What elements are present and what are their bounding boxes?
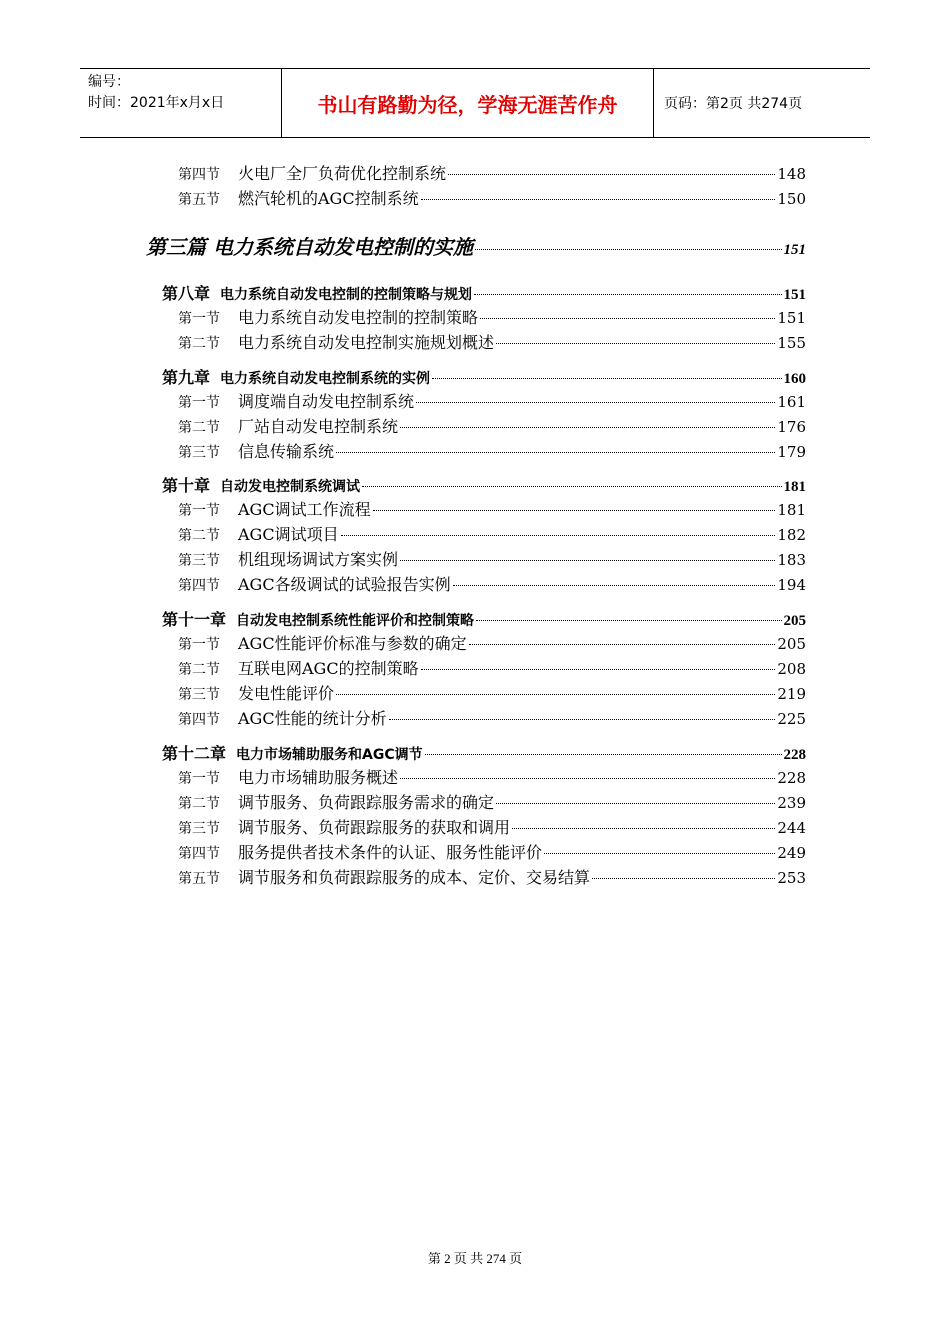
- toc-chapter-row[interactable]: 第十章 自动发电控制系统调试 181: [162, 476, 806, 495]
- page-footer: 第 2 页 共 274 页: [427, 1251, 523, 1266]
- toc-section-row[interactable]: 第二节 厂站自动发电控制系统 176: [178, 417, 806, 436]
- toc-section-row[interactable]: 第二节 调节服务、负荷跟踪服务需求的确定 239: [178, 793, 806, 812]
- toc-section-row[interactable]: 第四节 AGC各级调试的试验报告实例 194: [178, 575, 806, 594]
- toc-section-row[interactable]: 第三节 信息传输系统 179: [178, 442, 806, 461]
- toc-section-row[interactable]: 第一节 电力市场辅助服务概述 228: [178, 768, 806, 787]
- toc-chapter-row[interactable]: 第十二章 电力市场辅助服务和AGC调节 228: [162, 744, 806, 763]
- toc-section-row[interactable]: 第一节 电力系统自动发电控制的控制策略 151: [178, 308, 806, 327]
- header-meta: [80, 69, 282, 137]
- toc-section-row[interactable]: 第三节 发电性能评价 219: [178, 684, 806, 703]
- toc-section-row[interactable]: 第五节 调节服务和负荷跟踪服务的成本、定价、交易结算 253: [178, 868, 806, 887]
- toc-section-row[interactable]: 第二节 电力系统自动发电控制实施规划概述 155: [178, 333, 806, 352]
- toc-part-row[interactable]: 第三篇 电力系统自动发电控制的实施 151: [146, 235, 806, 259]
- toc-section-row[interactable]: 第二节 AGC调试项目 182: [178, 525, 806, 544]
- toc-section-row[interactable]: 第三节 机组现场调试方案实例 183: [178, 550, 806, 569]
- toc-chapter-row[interactable]: 第十一章 自动发电控制系统性能评价和控制策略 205: [162, 610, 806, 629]
- toc-section-row[interactable]: 第四节 AGC性能的统计分析 225: [178, 709, 806, 728]
- page-header: [80, 68, 870, 138]
- header-page-info: 页码：第2页 共274页: [664, 96, 803, 112]
- toc-section-row[interactable]: 第一节 AGC性能评价标准与参数的确定 205: [178, 634, 806, 653]
- header-motto: 书山有路勤为径，学海无涯苦作舟: [282, 69, 654, 137]
- document-date: 时间：2021年x月x日: [88, 95, 225, 111]
- toc-section-row[interactable]: 第四节 服务提供者技术条件的认证、服务性能评价 249: [178, 843, 806, 862]
- toc-section-row[interactable]: 第二节 互联电网AGC的控制策略 208: [178, 659, 806, 678]
- toc-section-row[interactable]: 第一节 调度端自动发电控制系统 161: [178, 392, 806, 411]
- toc-chapter-row[interactable]: 第八章 电力系统自动发电控制的控制策略与规划 151: [162, 284, 806, 303]
- toc-section-row[interactable]: 第四节 火电厂全厂负荷优化控制系统 148: [178, 164, 806, 183]
- document-number-label: 编号：: [88, 74, 130, 90]
- toc-chapter-row[interactable]: 第九章 电力系统自动发电控制系统的实例 160: [162, 368, 806, 387]
- toc-section-row[interactable]: 第一节 AGC调试工作流程 181: [178, 500, 806, 519]
- toc-section-row[interactable]: 第五节 燃汽轮机的AGC控制系统 150: [178, 189, 806, 208]
- toc-section-row[interactable]: 第三节 调节服务、负荷跟踪服务的获取和调用 244: [178, 818, 806, 837]
